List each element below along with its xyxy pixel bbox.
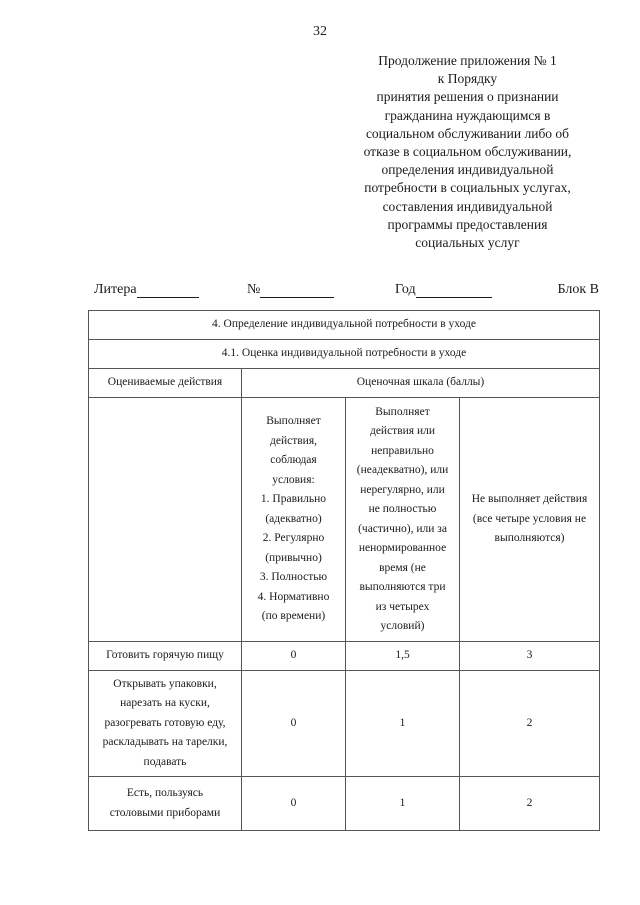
action-line: раскладывать на тарелки, [102,736,228,749]
action-cell [89,642,242,671]
scale-description-line: (частично), или за [358,522,447,535]
score-cell: 0 [242,777,346,831]
score-cell: 2 [460,777,600,831]
appendix-header [340,52,595,252]
action-cell [89,671,242,777]
litera-blank [137,283,199,298]
action-line: столовыми приборами [109,806,221,819]
table-row [89,777,600,831]
scale-description-line: (все четыре условия не [472,512,587,525]
year-blank [416,283,492,298]
scale-description-line: 2. Регулярно [262,532,325,545]
section-title: 4. Определение индивидуальной потребности в уходе [89,311,600,340]
scale-description-line: неправильно [371,444,434,457]
litera-field [94,282,199,298]
action-line: Открывать упаковки, [113,677,217,690]
block-label: Блок В [557,282,599,297]
actions-column-header: Оцениваемые действия [89,369,242,398]
scale-partial-performance [346,398,460,642]
appendix-line: составления индивидуальной [382,198,553,214]
score-cell: 0 [242,642,346,671]
document-meta-line [94,282,599,302]
score-cell: 0 [242,671,346,777]
appendix-line: Продолжение приложения № 1 [378,53,557,68]
appendix-line: принятия решения о признании [376,89,559,105]
scale-description-line: действия или [369,425,436,437]
column-header-row [89,369,600,398]
section-title-row [89,311,600,340]
scale-description-line: нерегулярно, или [360,483,445,496]
year-field [395,282,492,298]
appendix-line: определения индивидуальной [381,162,554,178]
scale-description-line: 3. Полностью [259,571,328,584]
scale-description-line: (неадекватно), или [356,464,449,476]
appendix-line: гражданина нуждающимся в [384,107,551,123]
appendix-line: отказе в социальном обслуживании, [363,144,572,160]
appendix-line: потребности в социальных услугах, [364,180,571,196]
scale-description-line: 4. Нормативно [257,590,330,603]
appendix-line: к Порядку [437,71,498,87]
scale-description-line: не полностью [368,503,437,515]
scale-description-line: условий) [380,620,425,632]
score-cell: 3 [460,642,600,671]
scale-description-line: Не выполняет действия [471,493,588,506]
scale-column-header: Оценочная шкала (баллы) [242,369,600,398]
score-cell: 1,5 [346,642,460,671]
table-row [89,642,600,671]
litera-label: Литера [94,282,137,297]
scale-description-line: время (не [379,561,426,574]
scale-description-line: Выполняет [266,415,321,428]
number-blank [260,283,334,298]
scale-description-line: условия: [272,473,315,486]
scale-description-line: 1. Правильно [260,493,327,506]
scale-description-line: из четырех [375,600,430,613]
action-line: подавать [143,755,187,768]
number-field [247,282,334,298]
action-line: разогревать готовую еду, [104,716,226,729]
table-row [89,671,600,777]
subsection-title: 4.1. Оценка индивидуальной потребности в уходе [89,340,600,369]
scale-description-line: действия, [270,434,317,447]
scale-description-line: (привычно) [265,551,322,564]
score-cell: 1 [346,777,460,831]
scale-description-line: выполняются три [359,581,446,593]
appendix-line: социальных услуг [415,235,520,251]
action-line: Есть, пользуясь [126,787,204,799]
empty-actions-cell [89,398,242,642]
score-cell: 1 [346,671,460,777]
score-cell: 2 [460,671,600,777]
scale-description-line: (адекватно) [265,512,322,525]
appendix-line: программы предоставления [387,216,548,232]
action-line: нарезать на куски, [120,697,210,710]
page-number: 32 [313,24,327,39]
number-label: № [247,282,261,297]
action-cell [89,777,242,831]
scale-full-performance [242,398,346,642]
scale-no-performance [460,398,600,642]
subsection-title-row [89,340,600,369]
scale-description-line: выполняются) [494,532,565,545]
appendix-line: социальном обслуживании либо об [365,125,570,141]
scale-description-row [89,398,600,642]
scale-description-line: ненормированное [358,542,447,554]
scale-description-line: (по времени) [261,610,326,623]
scale-description-line: соблюдая [270,454,317,467]
year-label: Год [395,282,416,297]
scale-description-line: Выполняет [375,405,430,418]
needs-assessment-table [88,310,600,831]
action-line: Готовить горячую пищу [106,649,224,662]
